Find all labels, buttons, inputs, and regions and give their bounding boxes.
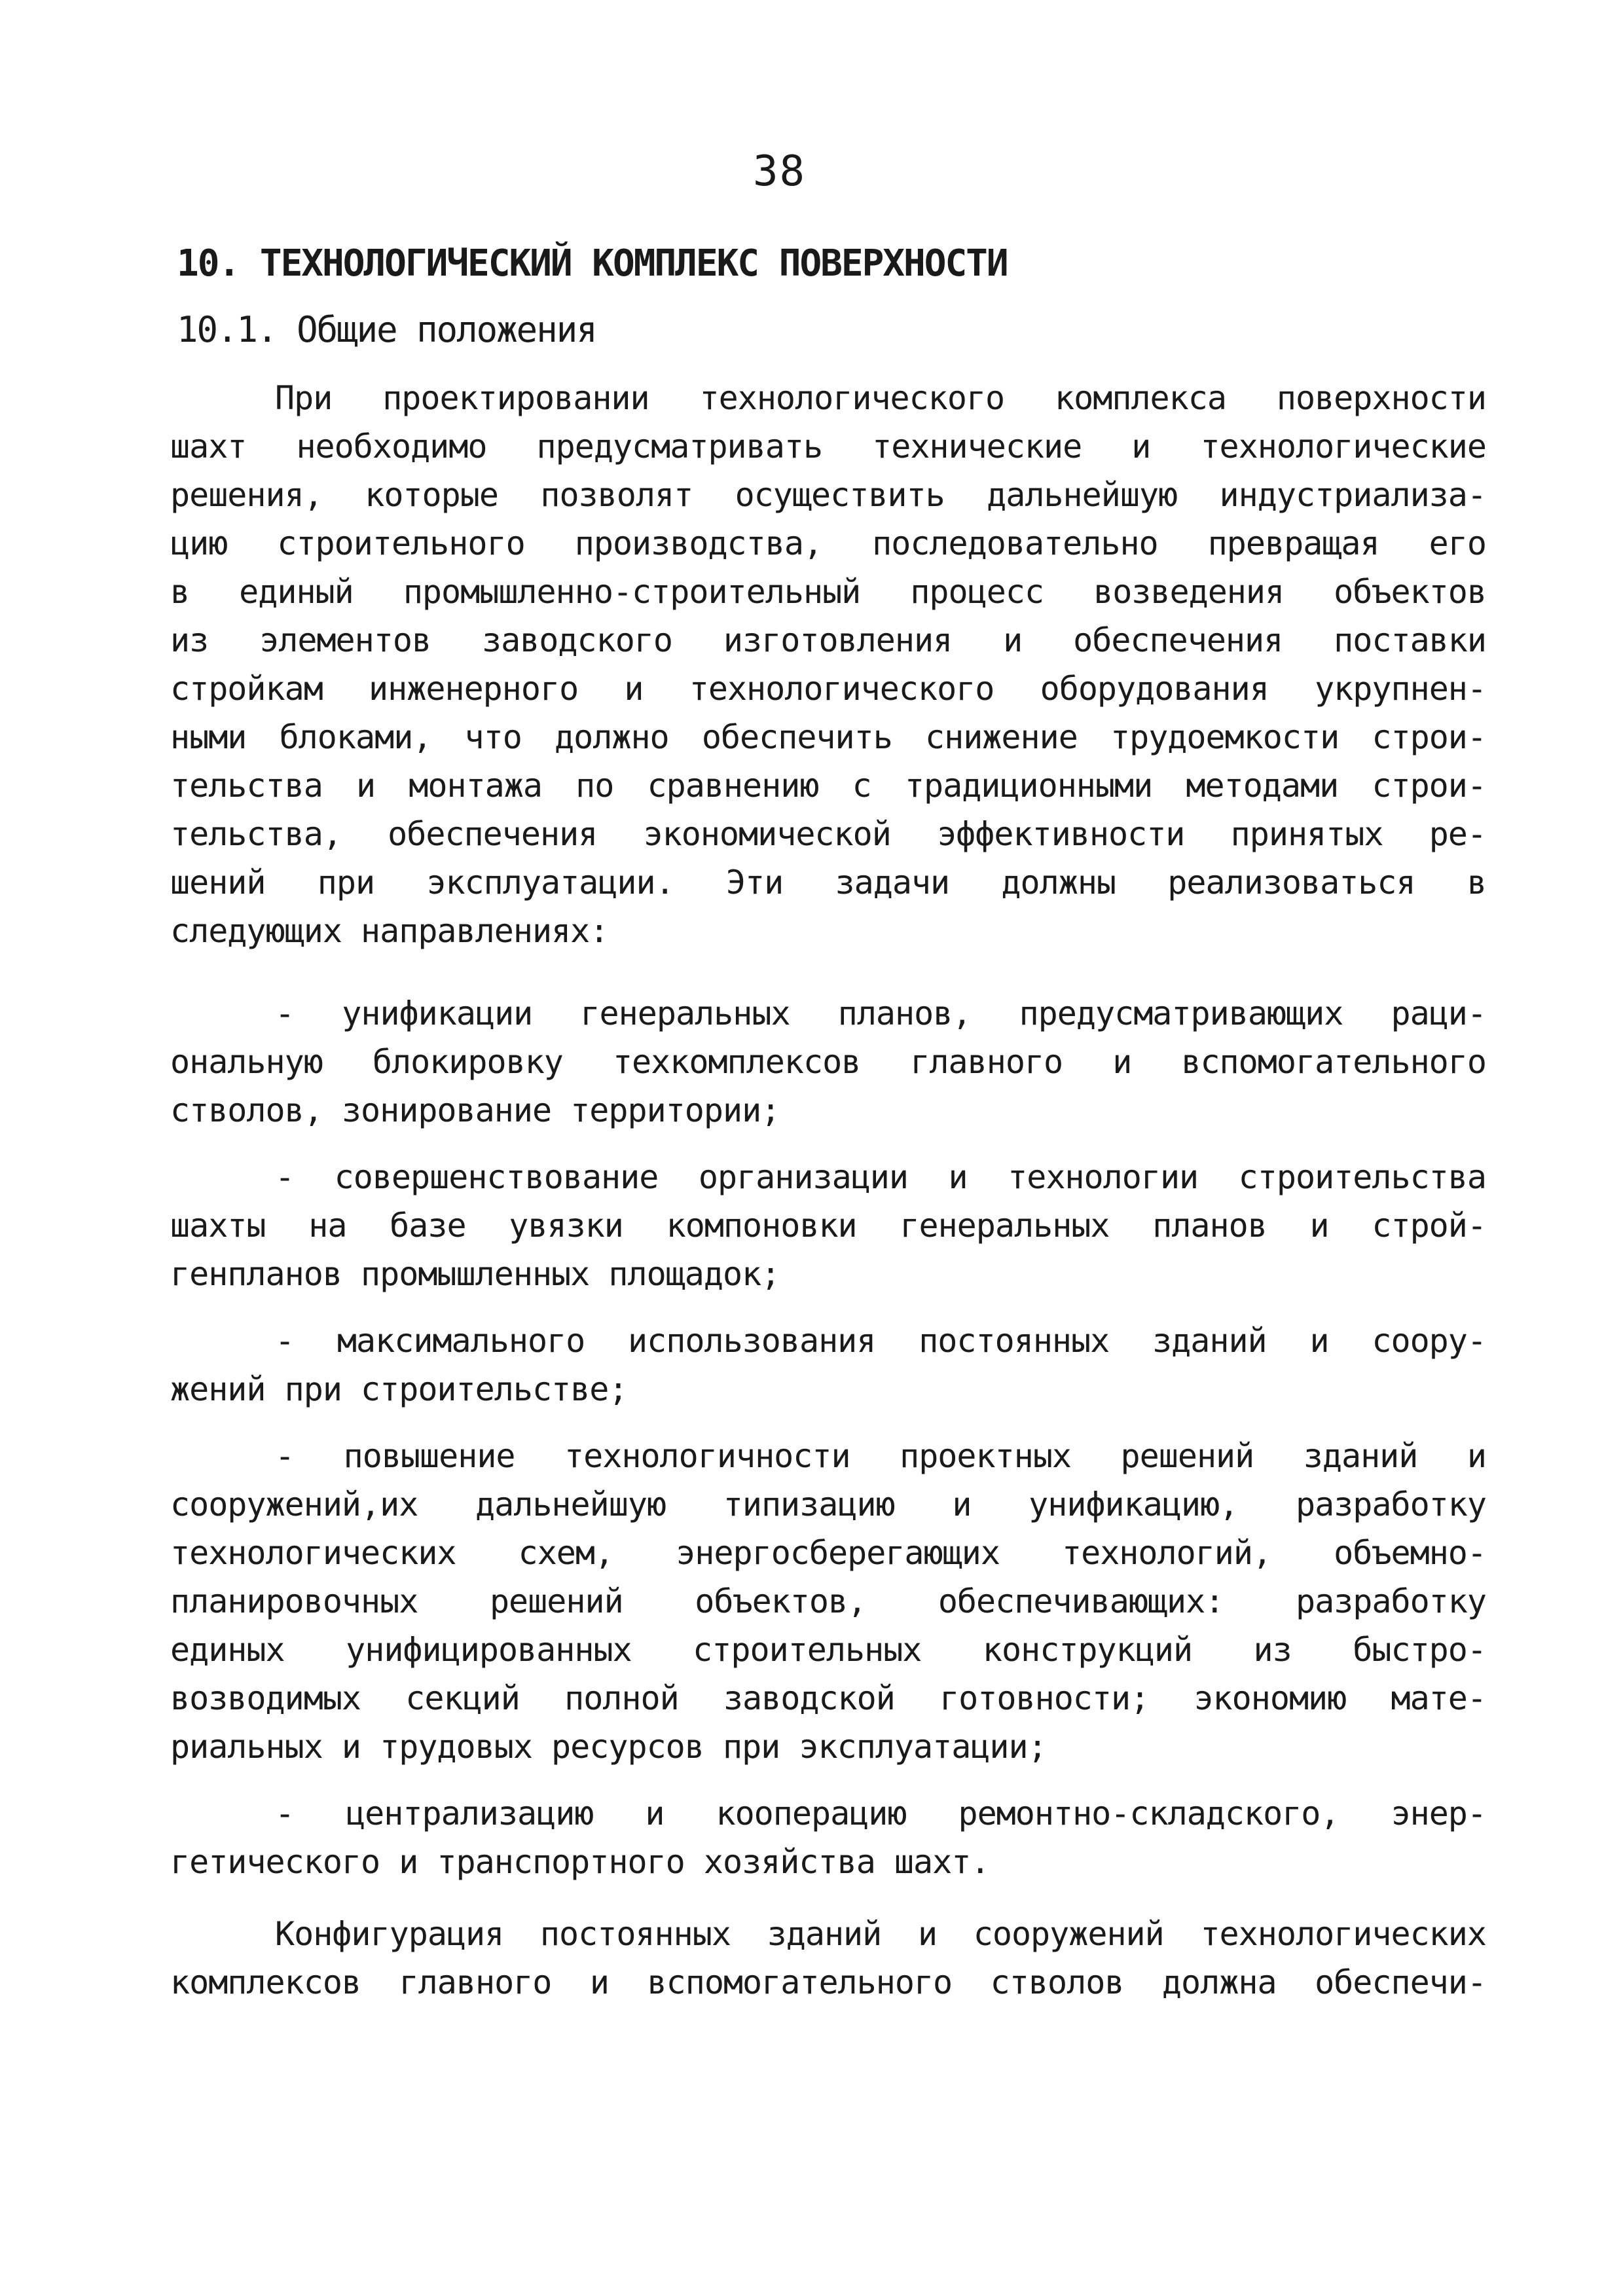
bullet-line: - централизацию и кооперацию ремонтно-складского, энер- [275,1795,1486,1832]
text-line: планировочных решений объектов, обеспечивающих: разработку [170,1582,1486,1620]
text-line: комплексов главного и вспомогательного стволов должна обеспечи- [170,1963,1486,2001]
text-line: Конфигурация постоянных зданий и сооружений технологических [275,1915,1486,1953]
text-line: генпланов промышленных площадок; [170,1255,780,1293]
text-line: тельства, обеспечения экономической эффективности принятых ре- [170,815,1486,853]
text-line: ными блоками, что должно обеспечить снижение трудоемкости строи- [170,718,1486,756]
text-line: стройкам инженерного и технологического оборудования укрупнен- [170,670,1486,708]
section-title: 10. ТЕХНОЛОГИЧЕСКИЙ КОМПЛЕКС ПОВЕРХНОСТИ [177,242,1008,285]
text-line: технологических схем, энергосберегающих технологий, объемно- [170,1534,1486,1572]
bullet-line: - максимального использования постоянных зданий и соору- [275,1322,1486,1360]
text-line: в единый промышленно-строительный процесс возведения объектов [170,573,1486,611]
text-line: ональную блокировку техкомплексов главного и вспомогательного [170,1043,1486,1081]
bullet-line: - унификации генеральных планов, предусматривающих раци- [275,994,1486,1032]
text-line: шахт необходимо предусматривать технические и технологические [170,428,1486,465]
subsection-title: 10.1. Общие положения [177,309,596,350]
text-line: риальных и трудовых ресурсов при эксплуатации; [170,1728,1047,1766]
bullet-line: - совершенствование организации и технологии строительства [275,1158,1486,1196]
text-line: тельства и монтажа по сравнению с традиционными методами строи- [170,767,1486,805]
text-line: из элементов заводского изготовления и обеспечения поставки [170,621,1486,659]
bullet-line: - повышение технологичности проектных решений зданий и [275,1437,1486,1475]
text-line: следующих направлениях: [170,912,609,950]
text-line: цию строительного производства, последовательно превращая его [170,524,1486,562]
text-line: При проектировании технологического комплекса поверхности [275,379,1486,417]
text-line: жений при строительстве; [170,1370,628,1408]
text-line: сооружений,их дальнейшую типизацию и унификацию, разработку [170,1485,1486,1523]
text-line: стволов, зонирование территории; [170,1091,780,1129]
text-line: гетического и транспортного хозяйства шахт. [170,1843,990,1881]
text-line: возводимых секций полной заводской готовности; экономию мате- [170,1679,1486,1717]
text-line: решения, которые позволят осуществить дальнейшую индустриализа- [170,476,1486,514]
page-number: 38 [753,147,807,196]
text-line: шений при эксплуатации. Эти задачи должны реализоваться в [170,864,1486,902]
text-line: шахты на базе увязки компоновки генеральных планов и строй- [170,1207,1486,1245]
text-line: единых унифицированных строительных конструкций из быстро- [170,1631,1486,1669]
